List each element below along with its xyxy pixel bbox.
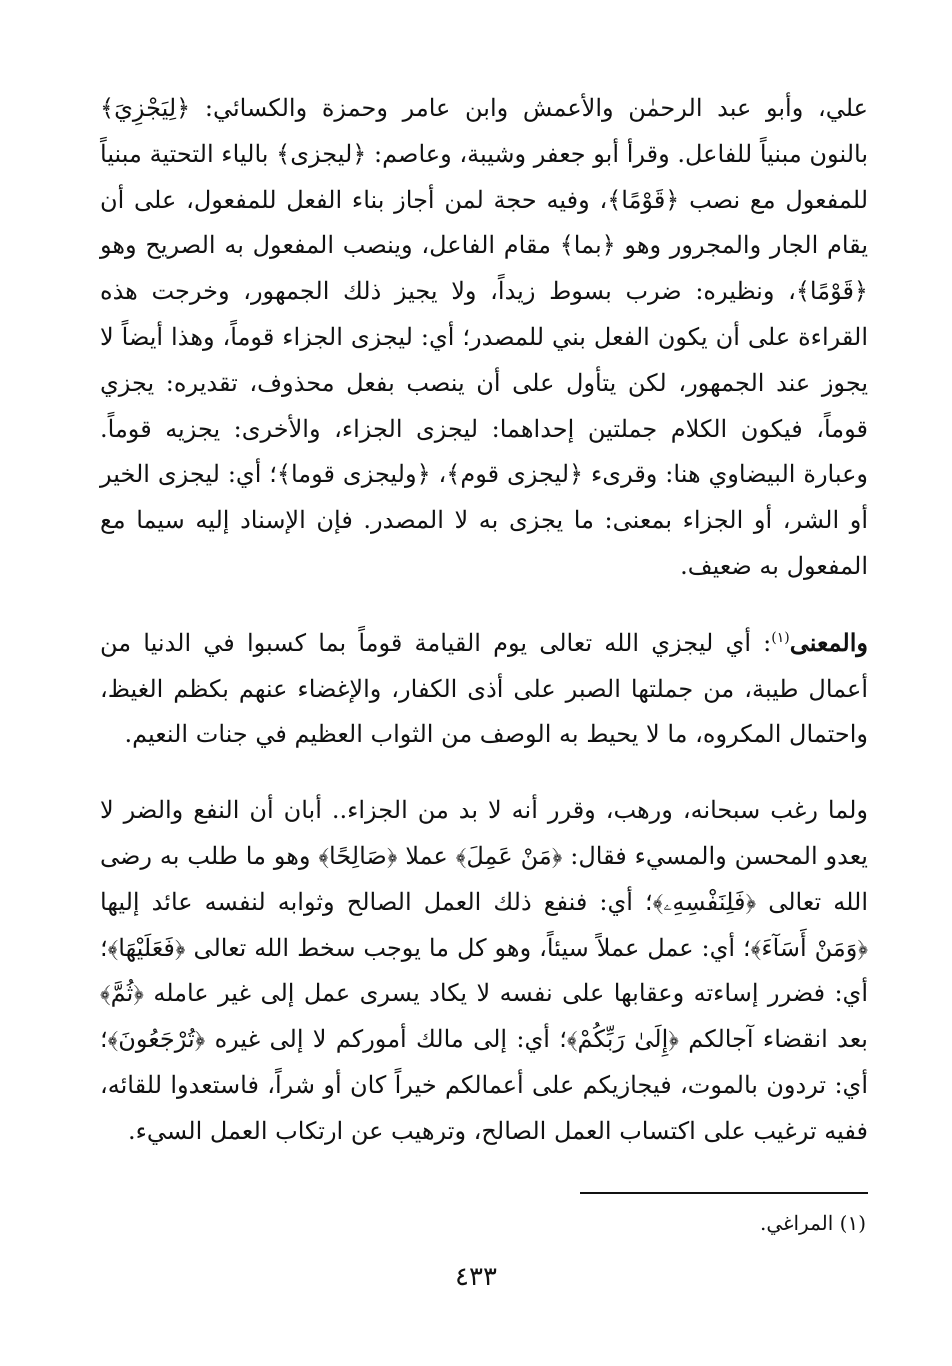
paragraph-commentary: [100, 788, 868, 1154]
paragraph-spacer: [100, 590, 868, 620]
page-body: [100, 86, 868, 1155]
footnote-reference: (١): [771, 629, 790, 646]
paragraph-text: : أي ليجزي الله تعالى يوم القيامة قوماً بما كسبوا في الدنيا من أعمال طيبة، من جملتها الصبر على أذى الكفار، والإغضاء عنهم بكظم الغيظ، واحتمال المكروه، ما لا يحيط به الوصف من الثواب العظيم في جنات النعيم.: [100, 628, 868, 749]
paragraph-meaning: [100, 620, 868, 758]
paragraph-text: ولما رغب سبحانه، ورهب، وقرر أنه لا بد من الجزاء.. أبان أن النفع والضر لا يعدو المحسن والمسيء فقال: ﴿مَنْ عَمِلَ﴾ عملا ﴿صَالِحًا﴾ وهو ما طلب به رضى الله تعالى ﴿فَلِنَفْسِهِۦ﴾؛ أي: فنفع ذلك العمل الصالح وثوابه لنفسه عائد إليها ﴿وَمَنْ أَسَآءَ﴾؛ أي: عمل عملاً سيئاً، وهو كل ما يوجب سخط الله تعالى ﴿فَعَلَيْهَا﴾؛ أي: فضرر إساءته وعقابها على نفسه لا يكاد يسرى عمل إلى غير عامله ﴿ثُمَّ﴾ بعد انقضاء آجالكم ﴿إِلَىٰ رَبِّكُمْ﴾؛ أي: إلى مالك أموركم لا إلى غيره ﴿تُرْجَعُونَ﴾؛ أي: تردون بالموت، فيجازيكم على أعمالكم خيراً كان أو شراً، فاستعدوا للقائه، ففيه ترغيب على اكتساب العمل الصالح، وترهيب عن ارتكاب العمل السيء.: [100, 796, 868, 1145]
paragraph-text: علي، وأبو عبد الرحمٰن والأعمش وابن عامر وحمزة والكسائي: ﴿لِيَجْزِيَ﴾ بالنون مبنياً للفاعل. وقرأ أبو جعفر وشيبة، وعاصم: ﴿ليجزى﴾ بالياء التحتية مبنياً للمفعول مع نصب ﴿قَوْمًا﴾، وفيه حجة لمن أجاز بناء الفعل للمفعول، على أن يقام الجار والمجرور وهو ﴿بما﴾ مقام الفاعل، وينصب المفعول به الصريح وهو ﴿قَوْمًا﴾، ونظيره: ضرب بسوط زيداً، ولا يجيز ذلك الجمهور، وخرجت هذه القراءة على أن يكون الفعل بني للمصدر؛ أي: ليجزى الجزاء قوماً، وهذا أيضاً لا يجوز عند الجمهور، لكن يتأول على أن ينصب بفعل محذوف، تقديره: يجزي قوماً، فيكون الكلام جملتين إحداهما: ليجزى الجزاء، والأخرى: يجزيه قوماً. وعبارة البيضاوي هنا: وقرىء ﴿ليجزى قوم﴾، ﴿وليجزى قوما﴾؛ أي: ليجزى الخير أو الشر، أو الجزاء بمعنى: ما يجزى به لا المصدر. فإن الإسناد إليه سيما مع المفعول به ضعيف.: [100, 94, 868, 580]
page-number: ٤٣٣: [455, 1262, 497, 1292]
paragraph-readings: [100, 86, 868, 590]
paragraph-spacer: [100, 758, 868, 788]
footnote: (١) المراغي.: [759, 1211, 866, 1235]
footnote-separator: [580, 1192, 868, 1194]
paragraph-lead: والمعنى: [789, 627, 868, 657]
